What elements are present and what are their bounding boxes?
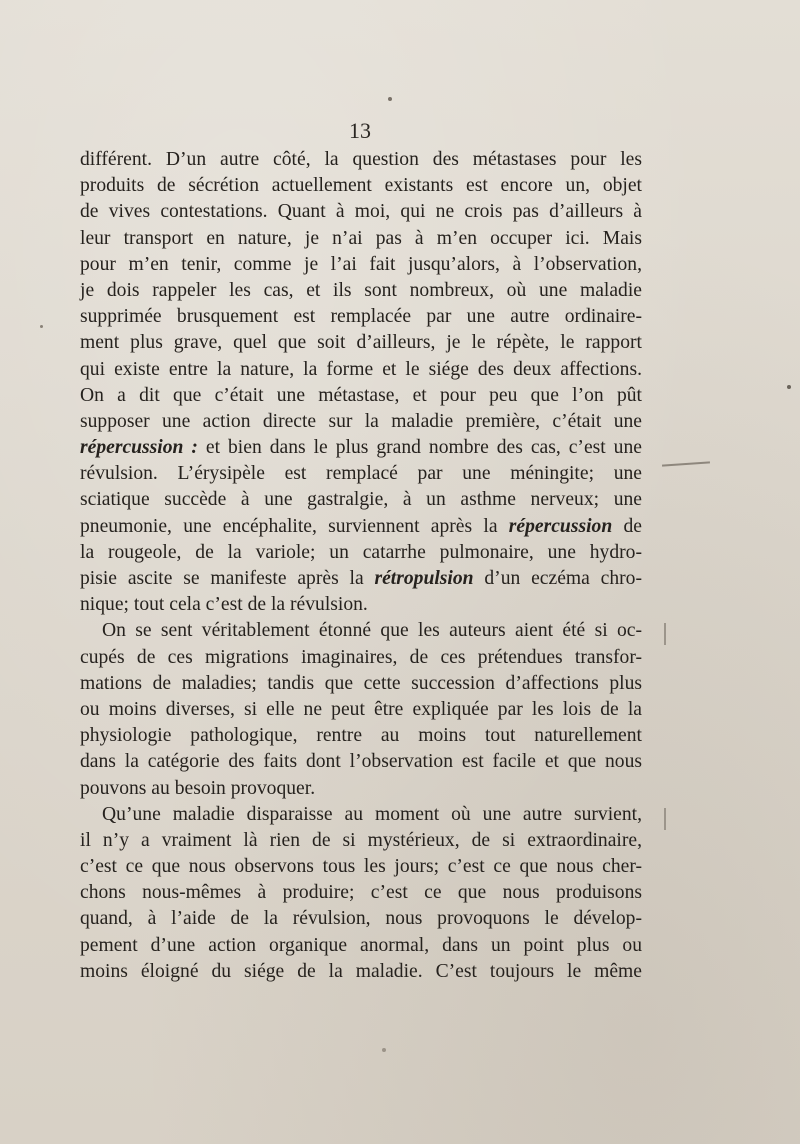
italic-term: répercussion xyxy=(508,515,613,537)
text-fragment: pisie ascite se manifeste après la xyxy=(80,568,375,589)
text-fragment: d’un eczéma chro- xyxy=(473,568,642,589)
ink-speck xyxy=(787,385,791,389)
text-line: cupés de ces migrations imaginaires, de ces prétendues transfor- xyxy=(80,646,642,668)
text-line: On se sent véritablement étonné que les auteurs aient été si oc- xyxy=(102,620,642,642)
text-line: quand, à l’aide de la révulsion, nous provoquons le dévelop- xyxy=(80,908,642,930)
italic-term: rétropulsion xyxy=(374,568,474,589)
text-line: ou moins diverses, si elle ne peut être expliquée par les lois de la xyxy=(80,698,642,720)
text-line: il n’y a vraiment là rien de si mystérieux, de si extraordinaire, xyxy=(80,829,642,851)
text-line: produits de sécrétion actuellement existants est encore un, objet xyxy=(80,175,642,197)
text-fragment: de xyxy=(612,515,642,537)
text-line: supprimée brusquement est remplacée par une autre ordinaire- xyxy=(80,306,642,328)
text-line: leur transport en nature, je n’ai pas à m’en occuper ici. Mais xyxy=(80,227,642,249)
text-line: supposer une action directe sur la maladie première, c’était une xyxy=(80,410,642,432)
text-line: moins éloigné du siége de la maladie. C’est toujours le même xyxy=(80,960,642,982)
text-line: c’est ce que nous observons tous les jours; c’est ce que nous cher- xyxy=(80,856,642,878)
text-fragment: pneumonie, une encéphalite, surviennent après la xyxy=(80,515,509,537)
text-line: nique; tout cela c’est de la révulsion. xyxy=(80,594,368,616)
text-line xyxy=(80,514,642,540)
text-line: sciatique succède à une gastralgie, à un asthme nerveux; une xyxy=(80,489,642,511)
text-line xyxy=(80,566,642,592)
margin-tick-mark xyxy=(664,808,666,830)
body-text xyxy=(80,147,642,985)
italic-term: répercussion : xyxy=(80,437,198,459)
text-line: pour m’en tenir, comme je l’ai fait jusqu’alors, à l’observation, xyxy=(80,253,642,275)
text-line: physiologie pathologique, rentre au moins tout naturellement xyxy=(80,725,642,747)
text-line: Qu’une maladie disparaisse au moment où une autre survient, xyxy=(102,803,642,825)
text-line xyxy=(80,435,642,461)
margin-pencil-mark xyxy=(662,461,710,466)
text-line: pouvons au besoin provoquer. xyxy=(80,777,316,799)
ink-speck xyxy=(40,325,43,328)
text-line: chons nous-mêmes à produire; c’est ce que nous produisons xyxy=(80,882,642,904)
text-line: révulsion. L’érysipèle est remplacé par une méningite; une xyxy=(80,463,642,485)
text-line: mations de maladies; tandis que cette succession d’affections plus xyxy=(80,672,642,694)
text-line: pement d’une action organique anormal, dans un point plus ou xyxy=(80,934,642,956)
margin-tick-mark xyxy=(664,623,666,645)
text-line: je dois rappeler les cas, et ils sont nombreux, où une maladie xyxy=(80,279,642,301)
page-number: 13 xyxy=(349,118,371,143)
ink-speck xyxy=(382,1048,386,1052)
text-line: la rougeole, de la variole; un catarrhe pulmonaire, une hydro- xyxy=(80,541,642,563)
ink-speck xyxy=(388,97,392,101)
text-fragment: et bien dans le plus grand nombre des cas, c’est une xyxy=(197,437,642,459)
text-line: On a dit que c’était une métastase, et pour peu que l’on pût xyxy=(80,384,642,406)
text-line: de vives contestations. Quant à moi, qui ne crois pas d’ailleurs à xyxy=(80,201,642,223)
text-line: qui existe entre la nature, la forme et le siége des deux affections. xyxy=(80,358,642,380)
text-line: dans la catégorie des faits dont l’observation est facile et que nous xyxy=(80,751,642,773)
text-line: ment plus grave, quel que soit d’ailleurs, je le répète, le rapport xyxy=(80,332,642,354)
text-line: différent. D’un autre côté, la question des métastases pour les xyxy=(80,149,642,170)
